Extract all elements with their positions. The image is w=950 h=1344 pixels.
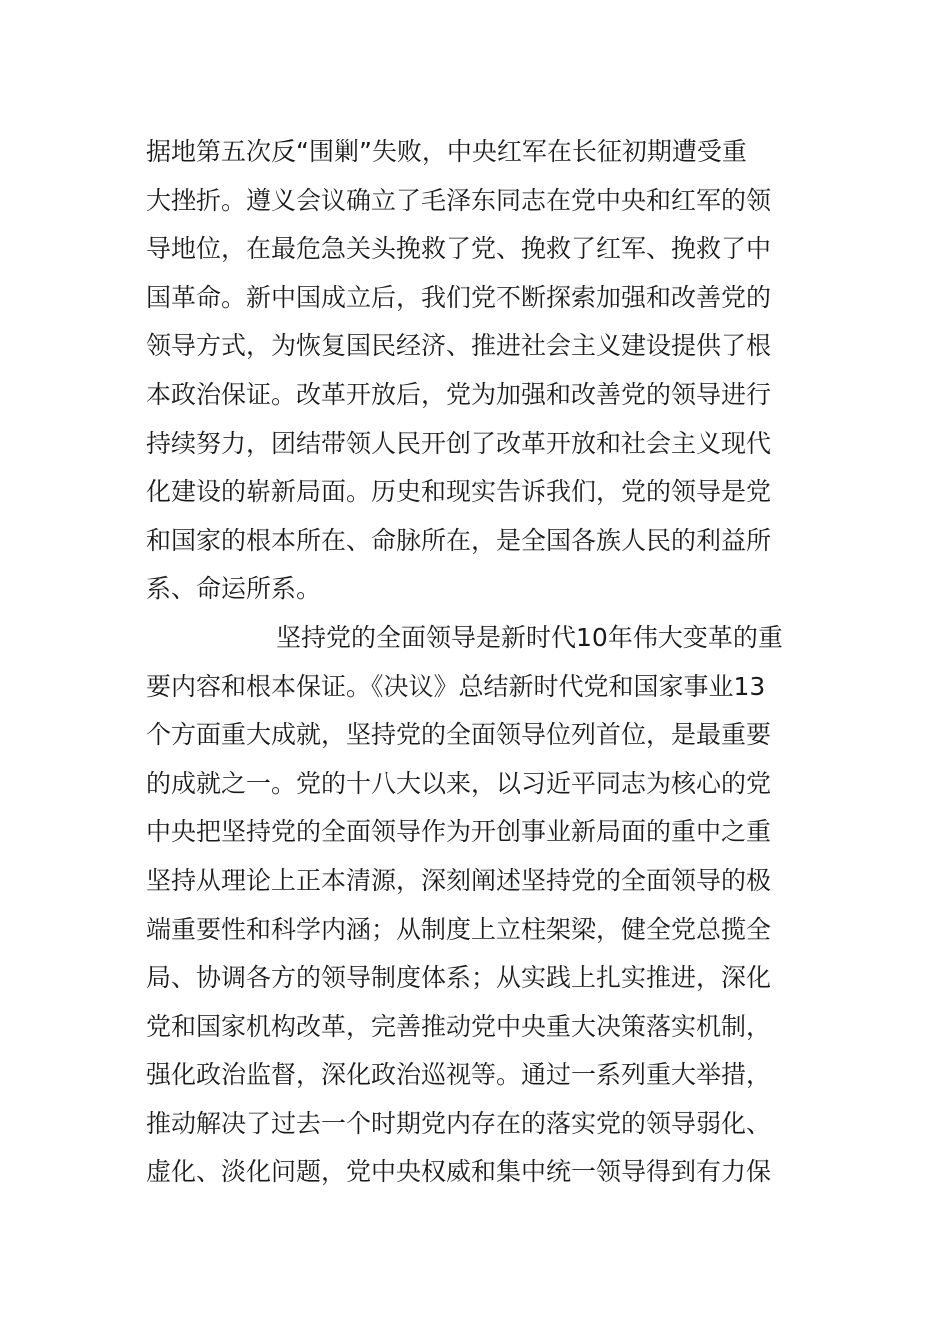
text-line: 党和国家机构改革，完善推动党中央重大决策落实机制， bbox=[146, 1011, 772, 1041]
text-line: 本政治保证。改革开放后，党为加强和改善党的领导进行 bbox=[146, 379, 772, 409]
text-line: 局、协调各方的领导制度体系；从实践上扎实推进，深化 bbox=[146, 963, 772, 993]
text-line: 系、命运所系。 bbox=[146, 574, 322, 604]
text-line: 要内容和根本保证。《决议》总结新时代党和国家事业13 bbox=[146, 671, 766, 701]
text-line: 的成就之一。党的十八大以来，以习近平同志为核心的党 bbox=[146, 768, 772, 798]
text-line: 化建设的崭新局面。历史和现实告诉我们，党的领导是党 bbox=[146, 477, 772, 507]
text-line: 端重要性和科学内涵；从制度上立柱架梁，健全党总揽全 bbox=[146, 914, 772, 944]
text-line: 个方面重大成就，坚持党的全面领导位列首位，是最重要 bbox=[146, 720, 772, 750]
text-line: 虚化、淡化问题，党中央权威和集中统一领导得到有力保 bbox=[146, 1157, 772, 1187]
text-line: 据地第五次反“围剿”失败，中央红军在长征初期遭受重 bbox=[146, 137, 747, 166]
body-text bbox=[146, 128, 816, 1197]
text-line: 国革命。新中国成立后，我们党不断探索加强和改善党的 bbox=[146, 282, 772, 312]
paragraph-start-line: 坚持党的全面领导是新时代10年伟大变革的重 bbox=[276, 622, 783, 652]
text-line: 推动解决了过去一个时期党内存在的落实党的领导弱化、 bbox=[146, 1108, 772, 1138]
text-line: 大挫折。遵义会议确立了毛泽东同志在党中央和红军的领 bbox=[146, 185, 772, 215]
text-line: 持续努力，团结带领人民开创了改革开放和社会主义现代 bbox=[146, 428, 772, 458]
text-line: 强化政治监督，深化政治巡视等。通过一系列重大举措， bbox=[146, 1060, 772, 1090]
text-line: 坚持从理论上正本清源，深刻阐述坚持党的全面领导的极 bbox=[146, 865, 772, 895]
text-line: 中央把坚持党的全面领导作为开创事业新局面的重中之重 bbox=[146, 817, 772, 847]
text-line: 和国家的根本所在、命脉所在，是全国各族人民的利益所 bbox=[146, 525, 772, 555]
text-line: 导地位，在最危急关头挽救了党、挽救了红军、挽救了中 bbox=[146, 234, 772, 264]
text-line: 领导方式，为恢复国民经济、推进社会主义建设提供了根 bbox=[146, 331, 772, 361]
